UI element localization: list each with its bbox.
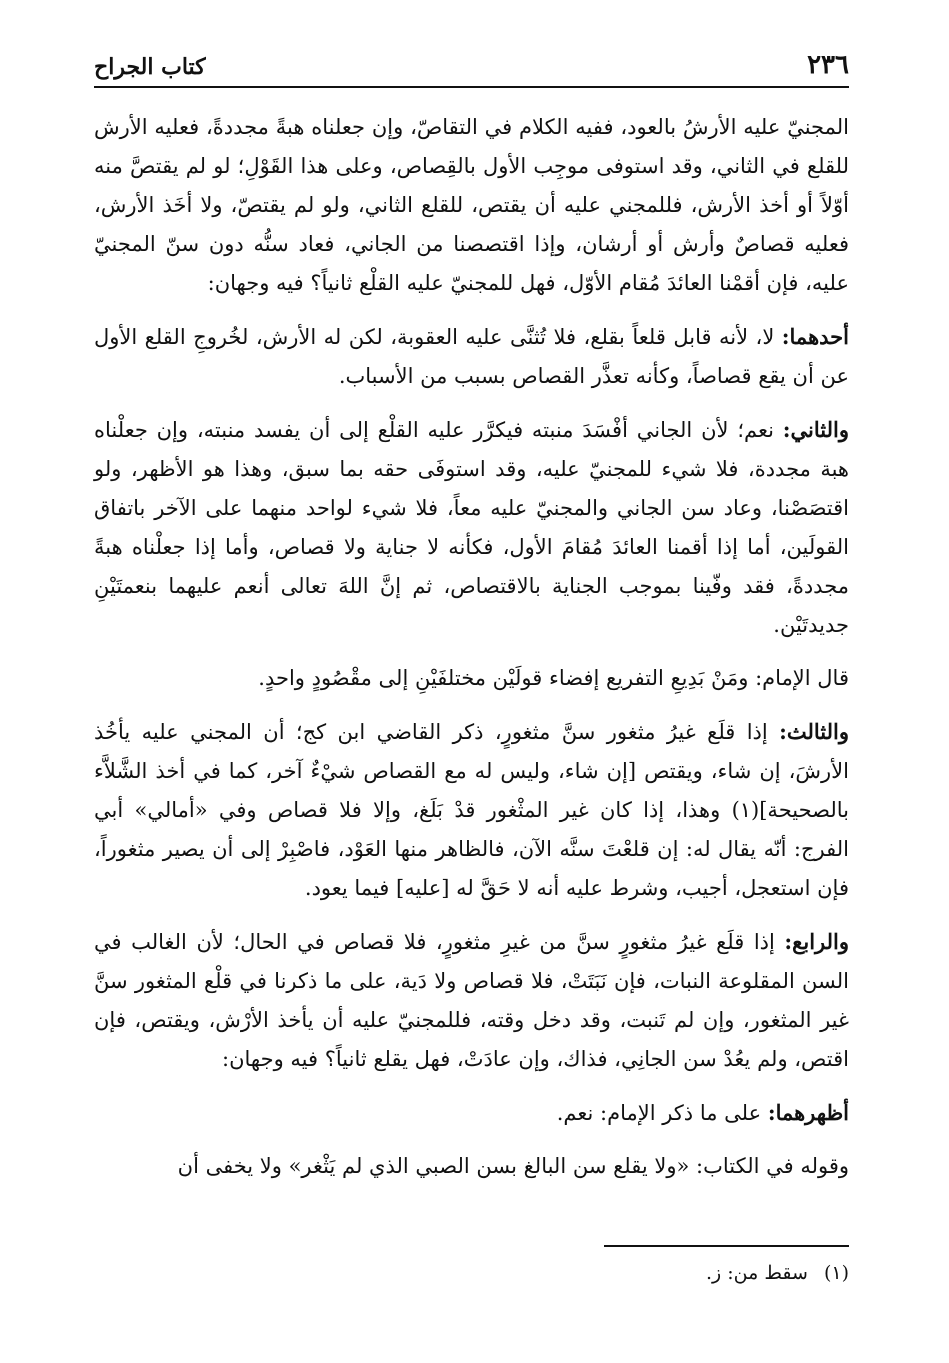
paragraph-text: نعم؛ لأن الجاني أفْسَدَ منبته فيكرَّر عليه القلْع إلى أن يفسد منبته، وإن جعلْناه هبة مجددة، فلا شيء للمجنيّ عليه، وقد استوفَى حقه بما سبق، وهذا هو الأظهر، ولو اقتصَصْنا، وعاد سن الجاني والمجنيّ عليه معاً، فلا شيء لواحد منهما على الآخر باتفاق القولَين، أما إذا أقمنا العائدَ مُقامَ الأول، فكأنه لا جناية ولا قصاص، وأما إذا جعلْناه هبةً مجددةً، فقد وفّينا بموجب الجناية بالاقتصاص، ثم إنَّ اللهَ تعالى أنعم عليهما بنعمتَيْنِ جديدتَيْن. [94, 418, 849, 637]
paragraph-text: إذا قلَع غيرُ مثغورٍ سنَّ من غيرِ مثغورٍ، فلا قصاص في الحال؛ لأن الغالب في السن المقلوعة النبات، فإن نَبَتَتْ، فلا قصاص ولا دَية، على ما ذكرنا في قلْع المثغور سنَّ غير المثغور، وإن لم تَنبت، وقد دخل وقته، فللمجنيّ عليه أن يأخذ الأرْش، ويقتص، فإن اقتص، ولم يعُدْ سن الجانِي، فذاك، وإن عادَتْ، فهل يقلع ثانياً؟ فيه وجهان: [94, 930, 849, 1071]
paragraph [94, 1147, 849, 1186]
paragraph-lead: والثاني: [782, 417, 849, 442]
paragraph [94, 659, 849, 698]
paragraph-text: وقوله في الكتاب: «ولا يقلع سن البالغ بسن الصبي الذي لم يَثْغر» ولا يخفى أن [177, 1154, 849, 1178]
paragraph [94, 410, 849, 645]
paragraph-lead: والثالث: [779, 719, 849, 744]
footnote-number: (١) [823, 1262, 849, 1284]
paragraph-text: المجنيّ عليه الأرشُ بالعود، ففيه الكلام في التقاصّ، وإن جعلناه هبةً مجددةً، فعليه الأرش للقلع في الثاني، وقد استوفى موجِب الأول بالقِصاص، وعلى هذا القَوْلِ؛ لو لم يقتصَّ منه أوّلاً أو أخذ الأرش، فللمجني عليه أن يقتص، للقلع الثاني، ولو لم يقتصّ، ولا أخَذ الأرش، فعليه قصاصٌ وأرش أو أرشان، وإذا اقتصصنا من الجاني، فعاد سنُّه دون سنّ المجنيّ عليه، فإن أقمْنا العائدَ مُقام الأوّل، فهل للمجنيّ عليه القلْع ثانياً؟ فيه وجهان: [94, 115, 849, 295]
paragraph-text: إذا قلَع غيرُ مثغور سنَّ مثغورٍ، ذكر القاضي ابن كج؛ أن المجني عليه يأخُذ الأرشَ، إن شاء، ويقتص [إن شاء، وليس له مع القصاص شيْءٌ آخر، كما في أخذ الشَّلاَّء بالصحيحة](١) وهذا، إذا كان غير المثْغور قدْ بَلَغ، وإلا فلا قصاص وفي «أمالي» أبي الفرج: أنّه يقال له: إن قلعْتَ سنَّه الآن، فالظاهر منها العَوْد، فاصْبِرْ إلى أن يصير مثغوراً، فإن استعجل، أجيب، وشرط عليه أنه لا حَقَّ له [عليه] فيما يعود. [94, 720, 849, 900]
page-header [94, 48, 849, 88]
paragraph-text: قال الإمام: ومَنْ بَدِيعِ التفريع إفضاء قولَيْن مختلفَيْنِ إلى مقْصُودٍ واحدٍ. [258, 666, 849, 690]
paragraph [94, 1093, 849, 1133]
paragraph [94, 922, 849, 1079]
page-number: ٢٣٦ [807, 50, 849, 80]
footnote-divider [604, 1245, 849, 1247]
paragraph-lead: والرابع: [784, 929, 849, 954]
footnote [706, 1262, 849, 1284]
paragraph [94, 712, 849, 908]
paragraph [94, 317, 849, 396]
paragraph-lead: أظهرهما: [767, 1100, 849, 1125]
footnote-text: سقط من: ز. [705, 1262, 808, 1284]
paragraph-text: على ما ذكر الإمام: نعم. [556, 1101, 768, 1125]
paragraph-lead: أحدهما: [781, 324, 849, 349]
running-title: كتاب الجراح [94, 54, 206, 80]
main-text [94, 108, 849, 1200]
paragraph [94, 108, 849, 303]
paragraph-text: لا، لأنه قابل قلعاً بقلع، فلا تُثنَّى عليه العقوبة، لكن له الأرش، لخُروجِ القلع الأول عن أن يقع قصاصاً، وكأنه تعذَّر القصاص بسبب من الأسباب. [94, 325, 849, 388]
